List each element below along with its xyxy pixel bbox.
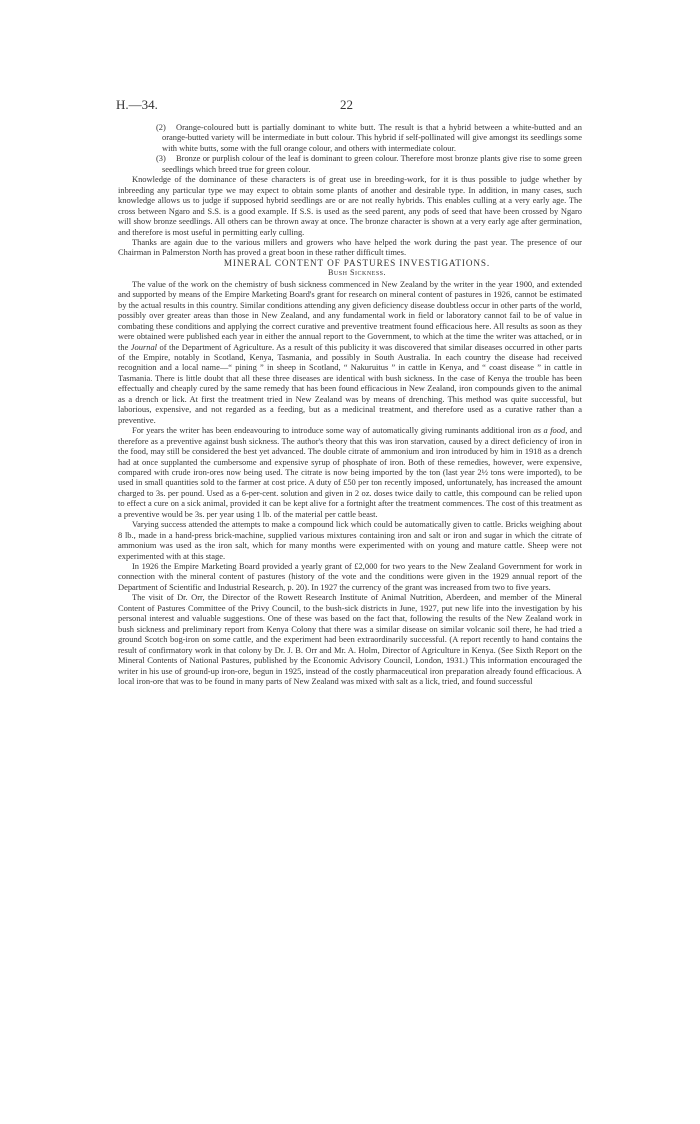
paragraph-text: The visit of Dr. Orr, the Director of the Rowett Research Institute of Animal Nutrition, Aberdeen, and member of the Mineral Content of Pastures Committee of the Privy Council, to the bush-sick districts in June, 1927, put new life into the investigation by his personal interest and valuable suggestions. One of these was based on the fact that, following the results of the New Zealand work in bush sickness and preliminary report from Kenya Colony that there was a similar disease on similar volcanic soil there, he had tried a ground Scotch bog-iron on some cattle, and the experiment had been extraordinarily successful. (A report recently to hand contains the result of confirmatory work in that colony by Dr. J. B. Orr and Mr. A. Holm, Director of Agriculture in Kenya. (See Sixth Report on the Mineral Contents of National Pastures, published by the Economic Advisory Council, London, 1931.) This information encouraged the writer in his use of ground-up iron-ore, begun in 1925, instead of the costly pharmaceutical iron preparation already found efficacious. A local iron-ore that was to be found in many parts of New Zealand was mixed with salt as a lick, tried, and found successful: [118, 592, 582, 687]
paragraph: [118, 561, 582, 592]
italic-text: Journal: [130, 341, 158, 352]
document-reference: H.—34.: [116, 97, 158, 112]
paragraph: [118, 592, 582, 686]
page-content: [118, 122, 582, 686]
subsection-title: Bush Sickness.: [327, 268, 387, 278]
paragraph: [118, 279, 582, 425]
paragraph-text: Varying success attended the attempts to make a compound lick which could be automatically given to cattle. Bricks weighing about 8 lb., made in a hand-press brick-machine, supplied various mixtures containing iron and salt or iron and sugar in which the citrate of ammonium was used as the iron salt, which for many months were experimented with on young and mature cattle. Sheep were not experimented with at this stage.: [118, 519, 582, 561]
list-item: [118, 153, 582, 174]
paragraph: [118, 519, 582, 561]
paragraph: Thanks are again due to the various millers and growers who have helped the work during the past year. The presence of our Chairman in Palmerston North has proved a great boon in these rather difficult times.: [118, 236, 582, 258]
page-number: 22: [340, 97, 353, 112]
section-title: MINERAL CONTENT OF PASTURES INVESTIGATIONS.: [223, 257, 491, 268]
paragraph-text: In 1926 the Empire Marketing Board provided a yearly grant of £2,000 for two years to the New Zealand Government for work in connection with the mineral content of pastures (history of the vote and the conditions were given in the 1929 annual report of the Department of Scientific and Industrial Research, p. 20). In 1927 the currency of the grant was increased from two to five years.: [118, 561, 582, 592]
list-item-number: (2): [156, 122, 166, 132]
paragraph-text: , and therefore as a preventive against bush sickness. The author's theory that this was iron starvation, caused by a direct deficiency of iron in the food, may still be considered the best yet advanced. The double citrate of ammonium and iron introduced by him in 1918 as a drench had at once supplanted the cumbersome and expensive syrup of phosphate of iron. Both of these remedies, however, were expensive, compared with crude iron-ores now being used. The citrate is now being imported by the ton (last year 2½ tons were imported), to be used in small quantities sold to the farmer at cost price. A duty of £50 per ton recently imposed, unfortunately, has increased the amount charged to 3s. per pound. Used as a 6-per-cent. solution and given in 2 oz. doses twice daily to cattle, this compound can be relied upon to effect a cure on a sick animal, provided it can be kept alive for a fortnight after the treatment commences. The cost of this treatment as a preventive would be 3s. per year using 1 lb. of the material per cattle beast.: [118, 425, 582, 519]
italic-text: as a food: [533, 425, 566, 436]
paragraph-text: The value of the work on the chemistry of bush sickness commenced in New Zealand by the writer in the year 1900, and extended and supported by means of the Empire Marketing Board's grant for research on mineral content of pastures in 1926, cannot be estimated by the actual results in this country. Similar conditions attending any given deficiency disease doubtless occur in other parts of the world, possibly over greater areas than those in New Zealand, and any fundamental work in field or laboratory cannot fail to be of value in combating these conditions and applying the correct curative and preventive treatment found efficacious here. All results as soon as they were obtained were published each year in either the annual report to the Government, to which at the time the writer was attached, or in the: [118, 278, 582, 352]
paragraph: [118, 425, 582, 519]
paragraph-text: For years the writer has been endeavouring to introduce some way of automatically giving ruminants additional iron: [132, 425, 534, 436]
paragraph-text: of the Department of Agriculture. As a result of this publicity it was discovered that similar diseases occurred in other parts of the Empire, notably in Scotland, Kenya, Tasmania, and possibly in South Australia. In each country the disease had received recognition and a local name—“ pining ” in sheep in Scotland, “ Nakuruitus ” in cattle in Kenya, and “ coast disease ” in cattle in Tasmania. There is little doubt that all these three diseases are identical with bush sickness. In the case of Kenya the trouble has been effectually and cheaply cured by the same remedy that has been found efficacious in New Zealand, iron compounds given to the animal as a drench or lick. At first the treatment tried in New Zealand was by means of drenching. This method was quite successful, but laborious, expensive, and not regarded as a feeding, but as a medicinal treatment, and therefore used as a curative rather than a preventive.: [118, 341, 583, 425]
list-item: [118, 122, 582, 153]
list-item-text: Bronze or purplish colour of the leaf is dominant to green colour. Therefore most bronze plants give rise to some green seedlings which breed true for green colour.: [162, 153, 582, 174]
list-item-text: Orange-coloured butt is partially dominant to white butt. The result is that a hybrid between a white-butted and an orange-butted variety will be intermediate in butt colour. This hybrid if self-pollinated will give amongst its seedlings some with white butts, some with the full orange colour, and others with intermediate colour.: [162, 122, 582, 153]
paragraph: Knowledge of the dominance of these characters is of great use in breeding-work, for it is thus possible to judge whether by inbreeding any particular type we may expect to obtain some plants of another and desirable type. In addition, in many cases, such knowledge allows us to judge if supposed hybrid seedlings are or are not really hybrids. This enables culling at a very early age. The cross between Ngaro and S.S. is a good example. If S.S. is used as the seed parent, any pods of seed that have been crossed by Ngaro will show bronze seedlings. All others can be thrown away at once. The bronze character is shown at a very early age after germination, and therefore is most useful in permitting early culling.: [118, 174, 582, 237]
list-item-number: (3): [156, 153, 166, 164]
